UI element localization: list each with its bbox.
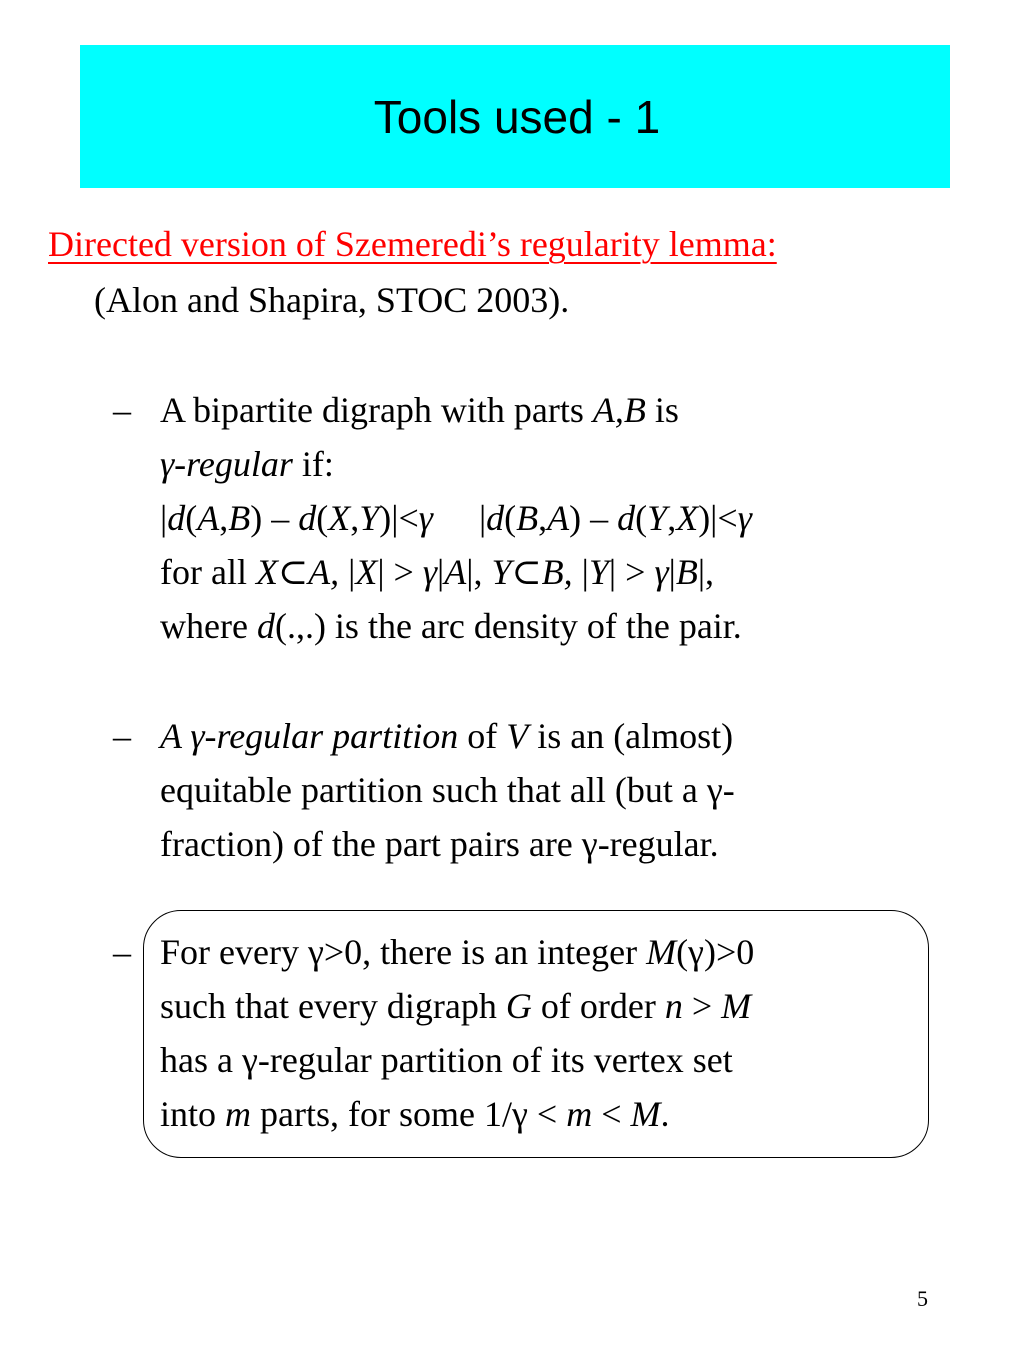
b1-l3-m: )|< [379,498,419,538]
b1-l4-e: | > [377,552,423,592]
b1-l1-b: A,B [592,390,646,430]
b3-l4-a: into [160,1094,226,1134]
b1-l4-d: X [355,552,378,592]
b3-l2-e: > [682,986,722,1026]
b1-l3-w: ( [635,498,648,538]
b1-l4-a: for all [160,552,256,592]
bullet3-line1 [160,932,754,972]
b1-l3-k: , [350,498,360,538]
b1-l3-h: d [298,498,317,538]
b1-l3-z: X [676,498,699,538]
b1-l3-g: ) – [250,498,299,538]
bullet2-line2: equitable partition such that all (but a γ- [160,770,735,810]
b3-l4-b: m [225,1094,252,1134]
b3-l2-f: M [721,986,752,1026]
b3-l2-b: G [505,986,532,1026]
citation: (Alon and Shapira, STOC 2003). [94,280,570,320]
b3-l2-c: of order [531,986,665,1026]
b1-l4-c: | [339,552,356,592]
b1-l3-c: ( [185,498,198,538]
b1-l4-i: |, [466,552,492,592]
b2-l1-c: V [506,716,529,756]
b1-l3-ab: γ [737,498,752,538]
bullet1-line3 [160,498,752,538]
b3-l2-a: such that every digraph [160,986,506,1026]
b1-l3-n: γ [418,498,433,538]
b1-l4-p: B [675,552,698,592]
b1-l3-b: d [167,498,186,538]
b1-l4-j: Y⊂B, [491,552,573,592]
b1-l4-q: |, [697,552,715,592]
page-number: 5 [917,1286,928,1311]
b3-l1-b: M [646,932,677,972]
b1-l3-q: ( [504,498,517,538]
b1-l5-a: where [160,606,257,646]
bullet2-line1 [160,716,733,756]
b2-l1-d: is an (almost) [528,716,734,756]
b1-l3-i: ( [316,498,329,538]
b1-l5-c: (.,.) is the arc density of the pair. [274,606,742,646]
slide-title: Tools used - 1 [373,90,661,143]
b1-l3-o: | [478,498,487,538]
b3-l4-g: . [660,1094,670,1134]
b1-l3-aa: )|< [698,498,738,538]
b1-l3-e: , [219,498,229,538]
b1-l4-o: | [668,552,676,592]
bullet1-line5 [160,606,742,646]
b2-l1-b: of [458,716,507,756]
b1-l3-d: A [197,498,220,538]
b3-l4-c: parts, for some 1/γ < [251,1094,567,1134]
b3-l4-d: m [566,1094,593,1134]
bullet3-line2 [160,986,751,1026]
b1-l3-r: B [516,498,539,538]
b1-l3-j: X [328,498,351,538]
b1-l3-l: Y [359,498,380,538]
b1-l4-b: X⊂A, [255,552,340,592]
bullet-dash-3: – [113,932,131,972]
b2-l1-a: A γ-regular partition [160,716,459,756]
b3-l4-e: < [592,1094,631,1134]
b1-l4-m: | > [608,552,655,592]
bullet1-line4 [160,552,714,592]
b1-l3-f: B [228,498,251,538]
b3-l2-d: n [664,986,683,1026]
b1-l4-n: γ [654,552,669,592]
b1-l5-b: d [256,606,275,646]
b1-l3-p: d [486,498,505,538]
b1-l3-v: d [617,498,636,538]
b1-l3-x: Y [647,498,668,538]
b3-l1-c: (γ)>0 [676,932,755,972]
b1-l3-t: A [547,498,570,538]
bullet1-line1 [160,390,679,430]
b3-l4-f: M [630,1094,661,1134]
b1-l4-h: A [444,552,467,592]
b1-l4-k: | [572,552,589,592]
title-box [80,45,950,188]
bullet1-line2 [160,444,334,484]
b1-l2-b: if: [292,444,334,484]
b1-l4-l: Y [588,552,609,592]
b1-l1-a: A bipartite digraph with parts [160,390,593,430]
b1-l3-y: , [667,498,677,538]
b1-l2-a: γ-regular [160,444,293,484]
bullet-dash-1: – [113,390,131,430]
b1-l3-a: | [160,498,168,538]
b3-l1-a: For every γ>0, there is an integer [160,932,647,972]
b1-l4-f: γ [422,552,438,592]
bullet3-line4 [160,1094,670,1134]
bullet-dash-2: – [113,716,131,756]
b1-l1-c: is [645,390,679,430]
b1-l4-g: | [437,552,445,592]
b1-l3-s: , [538,498,548,538]
bullet3-line3: has a γ-regular partition of its vertex set [160,1040,733,1080]
b1-l3-u: ) – [569,498,618,538]
section-heading: Directed version of Szemeredi’s regularity lemma: [48,224,777,264]
bullet2-line3: fraction) of the part pairs are γ-regular. [160,824,719,864]
